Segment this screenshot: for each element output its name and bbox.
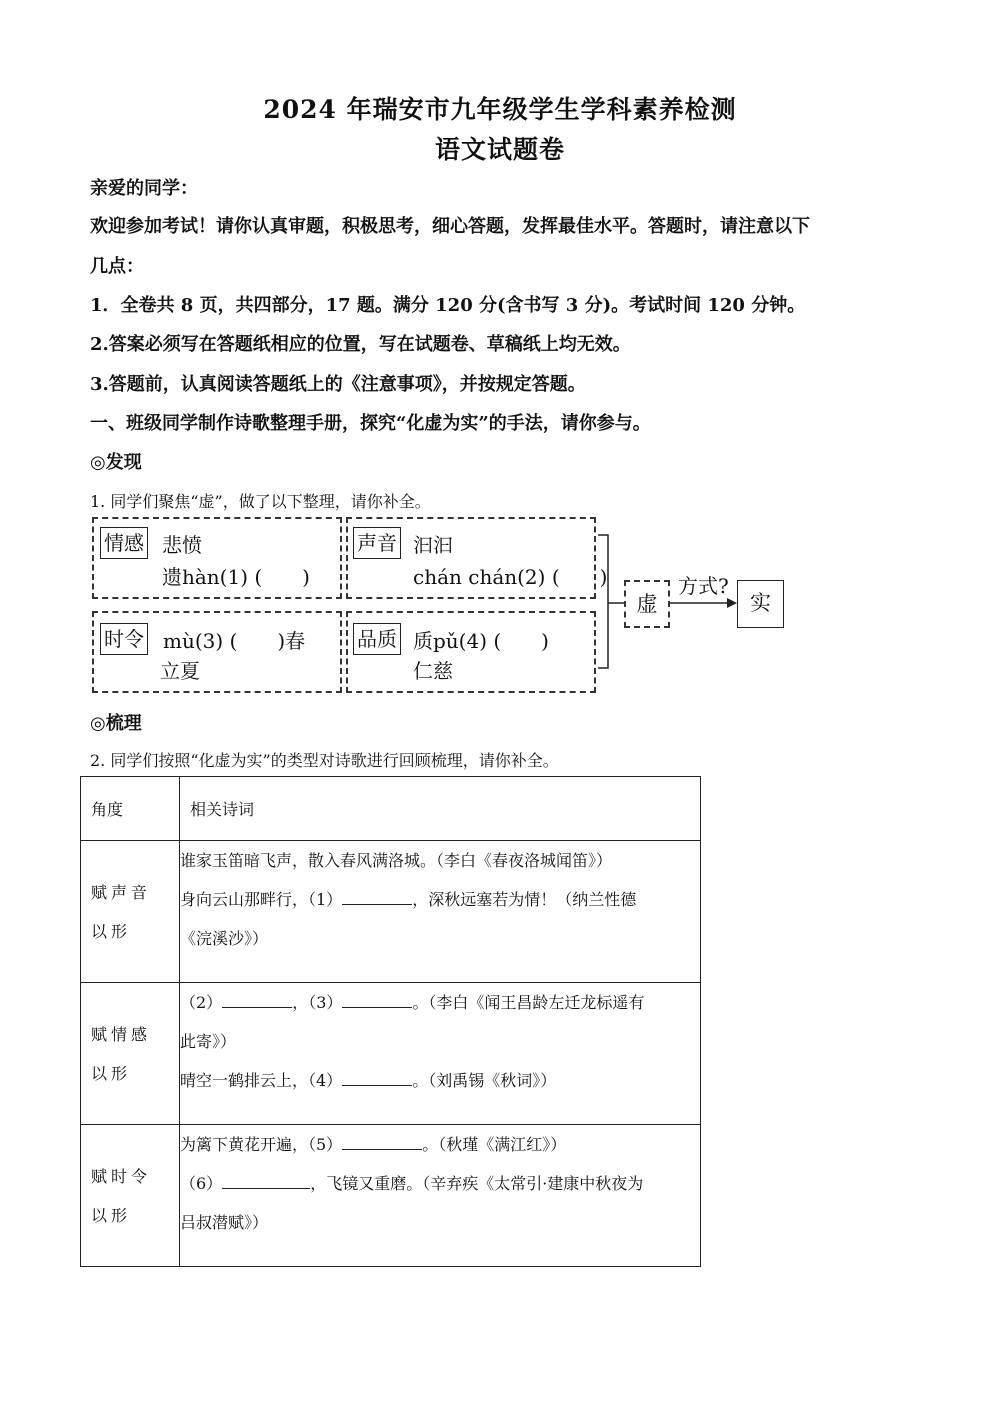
row2-angle-a: 赋情感	[91, 1025, 152, 1044]
arrow-head-icon	[727, 598, 737, 608]
row1-line3: 《浣溪沙》）	[180, 929, 269, 948]
discover-heading: ◎发现	[90, 452, 142, 473]
title-line-2: 语文试题卷	[434, 135, 565, 164]
quality-word-1: 质pǔ(4) ( )	[413, 629, 549, 653]
xu-box: 虚	[624, 580, 670, 628]
row1-line1: 谁家玉笛暗飞声，散入春风满洛城。（李白《春夜洛城闻笛》）	[180, 851, 613, 870]
row2-angle-b: 以形	[91, 1064, 132, 1083]
intro-line-1: 欢迎参加考试！请你认真审题，积极思考，细心答题，发挥最佳水平。答题时，请注意以下	[90, 216, 810, 237]
row3-angle-b: 以形	[91, 1206, 132, 1225]
table-header-row	[81, 777, 701, 841]
blank-6[interactable]	[222, 1172, 310, 1189]
row1-angle-a: 赋声音	[91, 883, 152, 902]
row2-line3a: 晴空一鹤排云上，（4）	[180, 1071, 343, 1090]
question-2-text: 2. 同学们按照“化虚为实”的类型对诗歌进行回顾梳理，请你补全。	[90, 751, 559, 770]
sound-word-1: 汩汩	[413, 533, 453, 557]
sort-heading: ◎梳理	[90, 713, 142, 734]
method-label: 方式?	[678, 574, 729, 598]
header-poems: 相关诗词	[190, 800, 255, 819]
blank-1[interactable]	[342, 888, 412, 905]
table-row	[81, 983, 701, 1125]
row2-line1b: ，（3）	[292, 993, 343, 1012]
question-1-text: 1. 同学们聚焦“虚”，做了以下整理，请你补全。	[90, 492, 431, 511]
header-angle: 角度	[91, 800, 124, 819]
title-line-1: 2024 年瑞安市九年级学生学科素养检测	[263, 95, 737, 124]
season-tag: 时令	[100, 623, 148, 655]
row1-line2a: 身向云山那畔行，（1）	[180, 890, 343, 909]
emotion-tag: 情感	[100, 527, 148, 559]
quality-tag: 品质	[353, 623, 401, 655]
row3-line1a: 为篱下黄花开遍，（5）	[180, 1135, 343, 1154]
blank-5[interactable]	[342, 1133, 422, 1150]
blank-2[interactable]	[222, 991, 292, 1008]
blank-3[interactable]	[342, 991, 412, 1008]
row1-line2b: ，深秋远塞若为情！（纳兰性德	[412, 890, 637, 909]
row3-line2a: （6）	[180, 1174, 223, 1193]
table-row	[81, 841, 701, 983]
table-row	[81, 1125, 701, 1267]
emotion-word-1: 悲愤	[162, 533, 202, 557]
section-1-heading: 一、班级同学制作诗歌整理手册，探究“化虚为实”的手法，请你参与。	[90, 413, 651, 434]
season-word-2: 立夏	[160, 659, 200, 683]
emotion-word-2: 遗hàn(1) ( )	[162, 565, 310, 589]
row2-line3b: 。（刘禹锡《秋词》）	[412, 1071, 557, 1090]
intro-line-2: 几点：	[90, 256, 144, 277]
quality-word-2: 仁慈	[413, 659, 453, 683]
row1-angle-b: 以形	[91, 922, 132, 941]
row2-line1c: 。（李白《闻王昌龄左迁龙标遥有	[412, 993, 645, 1012]
row3-angle-a: 赋时令	[91, 1167, 152, 1186]
season-word-1: mù(3) ( )春	[163, 629, 306, 653]
note-2: 2.答案必须写在答题纸相应的位置，写在试题卷、草稿纸上均无效。	[90, 334, 631, 355]
row3-line2b: ，飞镜又重磨。（辛弃疾《太常引·建康中秋夜为	[310, 1174, 644, 1193]
sound-word-2: chán chán(2) ( )	[413, 565, 608, 589]
sound-tag: 声音	[353, 527, 401, 559]
row2-line1a: （2）	[180, 993, 223, 1012]
blank-4[interactable]	[342, 1069, 412, 1086]
greeting: 亲爱的同学：	[90, 178, 198, 199]
diagram-connector	[596, 530, 756, 675]
row3-line1b: 。（秋瑾《满江红》）	[422, 1135, 567, 1154]
poem-table	[80, 776, 701, 1267]
shi-box: 实	[737, 580, 784, 628]
row3-line3: 吕叔潜赋》）	[180, 1213, 269, 1232]
row2-line2: 此寄》）	[180, 1032, 237, 1051]
note-1: 1．全卷共 8 页，共四部分，17 题。满分 120 分(含书写 3 分)。考试时间 120 分钟。	[90, 295, 806, 316]
note-3: 3.答题前，认真阅读答题纸上的《注意事项》，并按规定答题。	[90, 374, 586, 395]
